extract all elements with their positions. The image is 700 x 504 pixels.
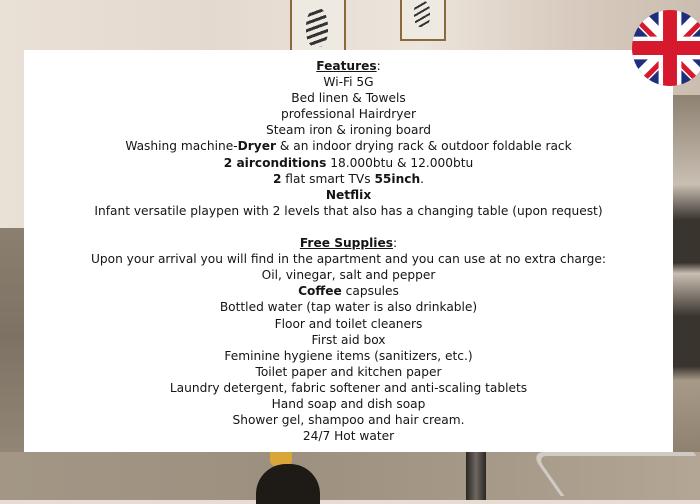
chair-rail bbox=[530, 452, 700, 496]
section-spacer bbox=[24, 219, 673, 235]
feature-item: Netflix bbox=[325, 187, 372, 202]
supply-item: Toilet paper and kitchen paper bbox=[255, 364, 442, 379]
supply-item: Floor and toilet cleaners bbox=[274, 316, 423, 331]
feature-item: Wi-Fi 5G bbox=[323, 75, 374, 90]
free-supplies-intro: Upon your arrival you will find in the apartment and you can use at no extra charge: bbox=[90, 252, 607, 267]
feature-item: professional Hairdryer bbox=[280, 107, 416, 122]
supply-item: 24/7 Hot water bbox=[302, 429, 395, 444]
wall-art-frame bbox=[400, 0, 446, 41]
chair-leg bbox=[466, 452, 486, 500]
feature-item: Washing machine-Dryer & an indoor drying rack & outdoor foldable rack bbox=[125, 139, 572, 154]
free-supplies-heading-line: Free Supplies: bbox=[299, 236, 398, 251]
supply-item: Bottled water (tap water is also drinkable) bbox=[219, 300, 478, 315]
wine-bottle bbox=[256, 452, 320, 500]
supply-item: Coffee capsules bbox=[298, 284, 399, 299]
supply-item: Oil, vinegar, salt and pepper bbox=[261, 268, 436, 283]
feature-item: Infant versatile playpen with 2 levels that also has a changing table (upon request) bbox=[94, 203, 603, 218]
feature-item: 2 flat smart TVs 55inch. bbox=[272, 171, 425, 186]
free-supplies-heading: Free Supplies bbox=[299, 236, 393, 251]
supply-item: Feminine hygiene items (sanitizers, etc.) bbox=[224, 348, 473, 363]
feature-item: 2 airconditions 18.000btu & 12.000btu bbox=[223, 155, 474, 170]
features-heading: Features bbox=[316, 59, 377, 73]
supply-item: Shower gel, shampoo and hair cream. bbox=[232, 413, 465, 428]
supply-item: Hand soap and dish soap bbox=[271, 396, 426, 411]
supply-item: First aid box bbox=[311, 332, 386, 347]
feature-item: Bed linen & Towels bbox=[291, 91, 406, 106]
supply-item: Laundry detergent, fabric softener and anti-scaling tablets bbox=[169, 380, 528, 395]
features-heading-line: Features: bbox=[316, 59, 381, 73]
kitchen-cabinet bbox=[673, 95, 700, 452]
uk-flag-icon[interactable] bbox=[632, 10, 700, 86]
feature-item: Steam iron & ironing board bbox=[265, 123, 431, 138]
amenities-card bbox=[24, 50, 673, 452]
